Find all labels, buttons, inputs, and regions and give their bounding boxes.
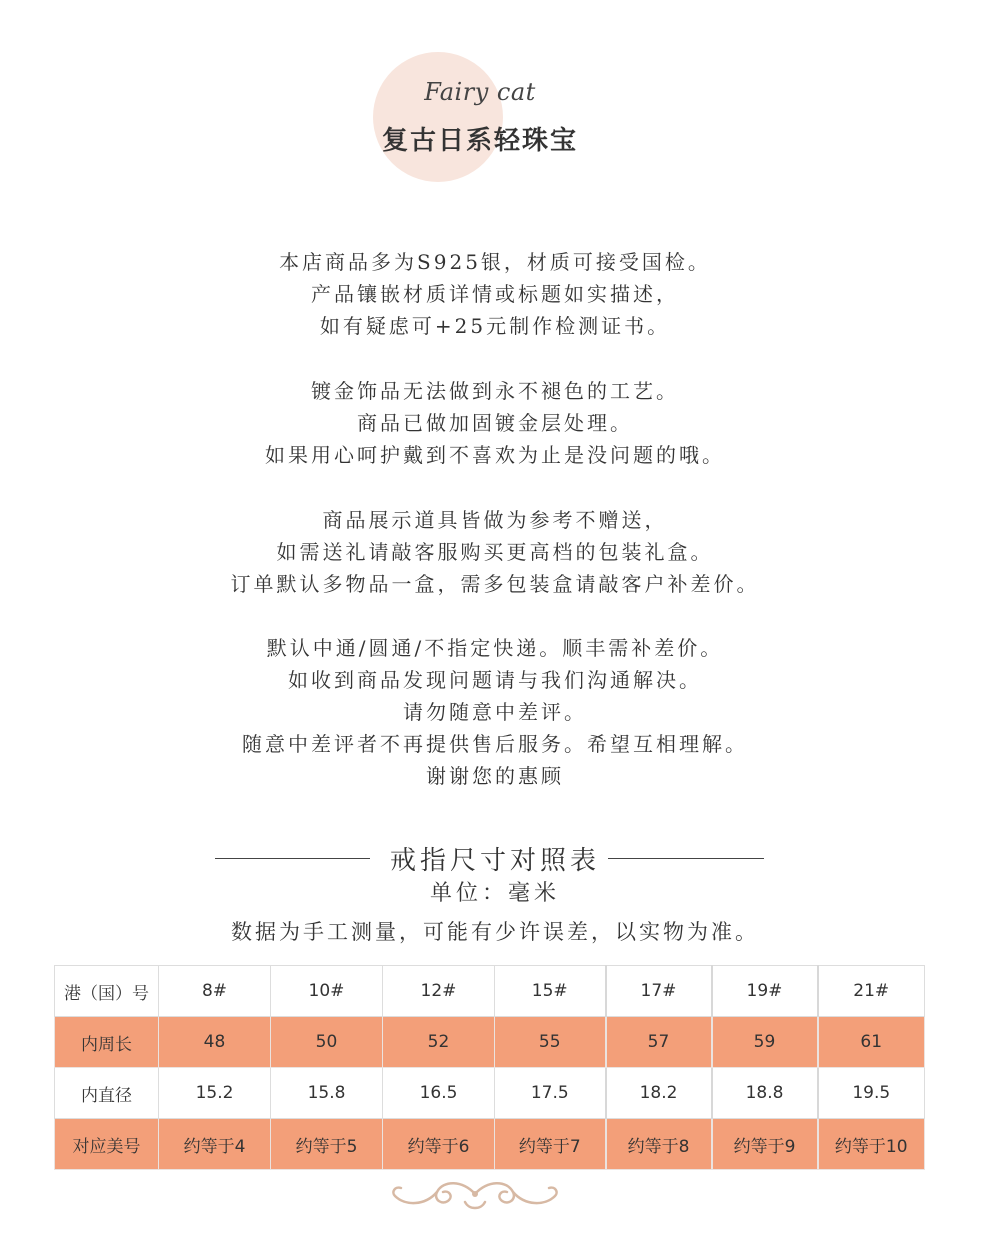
row-label: 对应美号: [55, 1119, 159, 1170]
table-cell: 15.8: [271, 1068, 383, 1119]
table-cell: 19#: [712, 966, 818, 1017]
table-cell: 约等于9: [712, 1119, 818, 1170]
table-cell: 57: [606, 1017, 712, 1068]
brand-title: 复古日系轻珠宝: [381, 126, 578, 156]
table-row: [55, 1068, 925, 1119]
table-row: [55, 966, 925, 1017]
notice-line: 默认中通/圆通/不指定快递。顺丰需补差价。: [266, 636, 724, 660]
table-cell: 17.5: [495, 1068, 606, 1119]
notice-line: 产品镶嵌材质详情或标题如实描述，: [311, 282, 679, 306]
table-cell: 8#: [159, 966, 271, 1017]
table-cell: 18.2: [606, 1068, 712, 1119]
size-chart-title: 戒指尺寸对照表: [389, 846, 600, 876]
notice-line: 请勿随意中差评。: [403, 700, 587, 724]
table-cell: 约等于7: [495, 1119, 606, 1170]
divider-right: [608, 858, 764, 859]
table-cell: 18.8: [712, 1068, 818, 1119]
size-chart-unit: 单位：毫米: [429, 881, 560, 906]
table-cell: 50: [271, 1017, 383, 1068]
table-cell: 55: [495, 1017, 606, 1068]
table-row: [55, 1017, 925, 1068]
table-cell: 12#: [383, 966, 495, 1017]
table-cell: 21#: [818, 966, 925, 1017]
notice-group-plating: [0, 375, 990, 471]
row-label: 港（国）号: [55, 966, 159, 1017]
notice-line: 如需送礼请敲客服购买更高档的包装礼盒。: [276, 540, 714, 564]
size-chart-header: [0, 840, 990, 876]
notice-line: 如有疑虑可+25元制作检测证书。: [319, 314, 671, 338]
notice-line: 谢谢您的惠顾: [426, 764, 564, 788]
table-cell: 约等于8: [606, 1119, 712, 1170]
notice-line: 商品展示道具皆做为参考不赠送，: [322, 508, 668, 532]
table-cell: 61: [818, 1017, 925, 1068]
table-cell: 10#: [271, 966, 383, 1017]
table-cell: 约等于6: [383, 1119, 495, 1170]
notice-line: 商品已做加固镀金层处理。: [357, 411, 633, 435]
notice-line: 订单默认多物品一盒，需多包装盒请敲客户补差价。: [230, 572, 760, 596]
table-cell: 16.5: [383, 1068, 495, 1119]
row-label: 内周长: [55, 1017, 159, 1068]
notice-line: 本店商品多为S925银，材质可接受国检。: [279, 250, 711, 274]
ring-size-table: [54, 965, 925, 1170]
notice-group-shipping: [0, 632, 990, 792]
brand-script-logo: Fairy cat: [424, 78, 536, 106]
table-cell: 52: [383, 1017, 495, 1068]
table-cell: 19.5: [818, 1068, 925, 1119]
notice-line: 如果用心呵护戴到不喜欢为止是没问题的哦。: [265, 443, 725, 467]
table-row: [55, 1119, 925, 1170]
table-cell: 15#: [495, 966, 606, 1017]
table-cell: 15.2: [159, 1068, 271, 1119]
table-cell: 17#: [606, 966, 712, 1017]
notice-line: 镀金饰品无法做到永不褪色的工艺。: [311, 379, 679, 403]
table-cell: 59: [712, 1017, 818, 1068]
table-cell: 约等于5: [271, 1119, 383, 1170]
row-label: 内直径: [55, 1068, 159, 1119]
scroll-ornament-icon: [385, 1172, 565, 1216]
size-chart-disclaimer: 数据为手工测量，可能有少许误差，以实物为准。: [231, 920, 759, 944]
notice-line: 随意中差评者不再提供售后服务。希望互相理解。: [242, 732, 748, 756]
notice-group-material: [0, 246, 990, 342]
logo-circle: [373, 52, 503, 182]
table-cell: 48: [159, 1017, 271, 1068]
notice-line: 如收到商品发现问题请与我们沟通解决。: [288, 668, 702, 692]
notice-group-packaging: [0, 504, 990, 600]
table-cell: 约等于10: [818, 1119, 925, 1170]
table-cell: 约等于4: [159, 1119, 271, 1170]
